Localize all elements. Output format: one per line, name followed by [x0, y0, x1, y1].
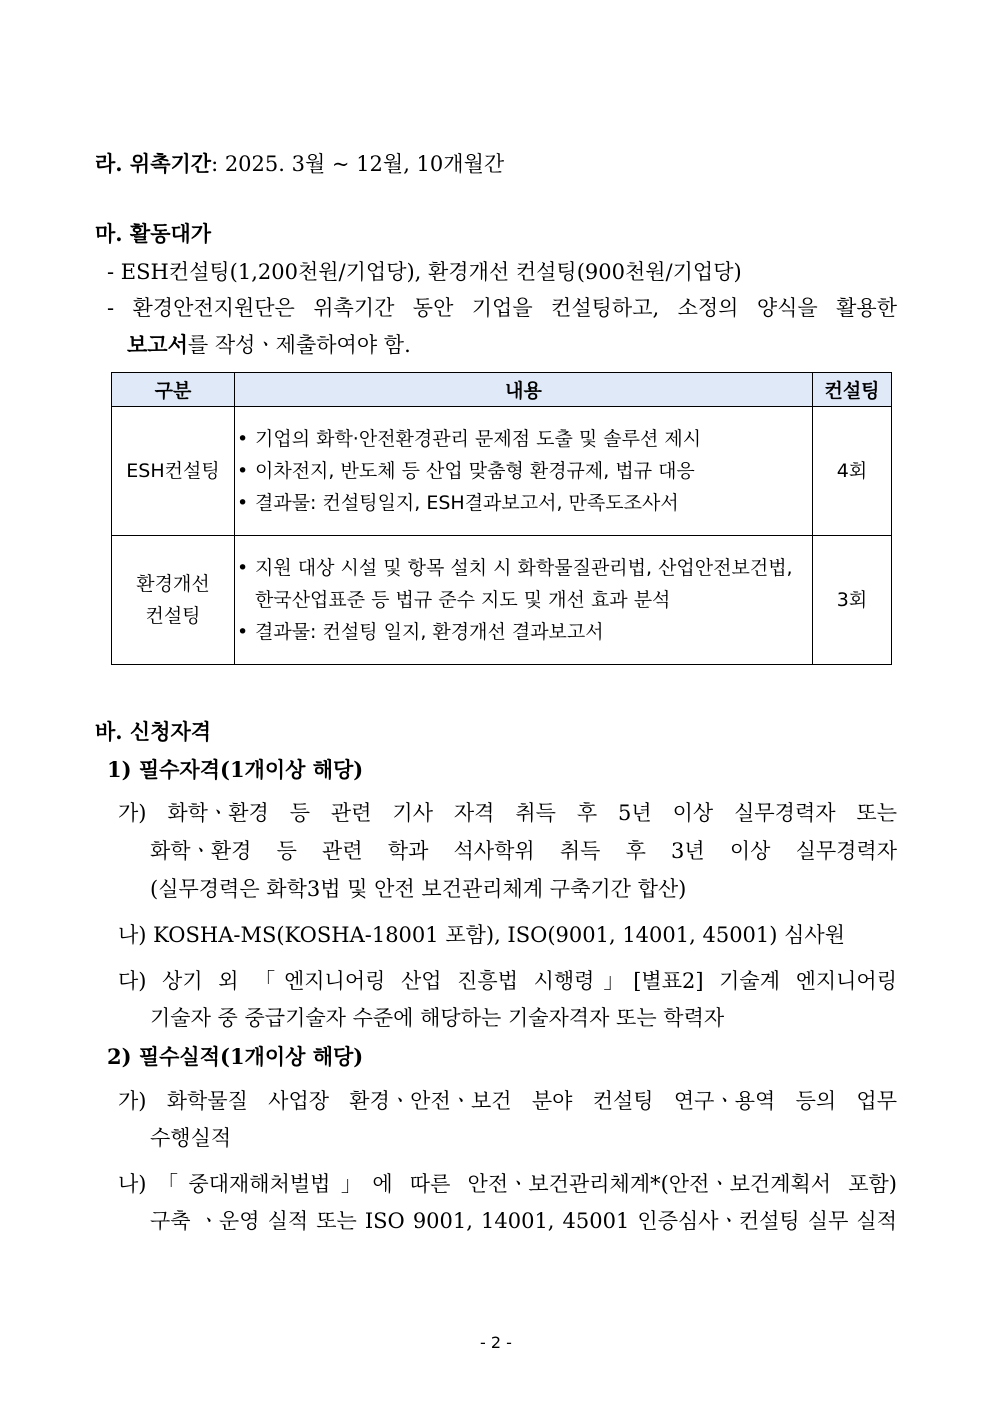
- na-line: 나) KOSHA-MS(KOSHA-18001 포함), ISO(9001, 14001, 45001) 심사원: [118, 923, 846, 947]
- table-header-row: [112, 373, 892, 407]
- row-category: [112, 536, 235, 665]
- section-ra: [95, 148, 504, 178]
- ga2-line2: 수행실적: [150, 1126, 232, 1150]
- ga-line3: (실무경력은 화학3법 및 안전 보건관리체계 구축기간 합산): [150, 877, 687, 901]
- section-ma-line2: - 환경안전지원단은 위촉기간 동안 기업을 컨설팅하고, 소정의 양식을 활용한: [107, 296, 897, 320]
- ga2-line1: 가) 화학물질 사업장 환경ㆍ안전ㆍ보건 분야 컨설팅 연구ㆍ용역 등의 업무: [118, 1089, 897, 1113]
- sub2-title: 2) 필수실적(1개이상 해당): [107, 1044, 364, 1069]
- table-row: [112, 536, 892, 665]
- header-content: 내용: [235, 373, 813, 407]
- da-line2: 기술자 중 중급기술자 수준에 해당하는 기술자격자 또는 학력자: [150, 1006, 725, 1030]
- sub1-title: 1) 필수자격(1개이상 해당): [107, 757, 364, 782]
- header-category: 구분: [112, 373, 235, 407]
- content-item-line: • 지원 대상 시설 및 항목 설치 시 화학물질관리법, 산업안전보건법,: [255, 557, 793, 579]
- row-count: 4회: [813, 407, 892, 536]
- report-bold: 보고서: [127, 332, 188, 357]
- content-item: • 결과물: 컨설팅일지, ESH결과보고서, 만족도조사서: [235, 487, 812, 519]
- table-row: [112, 407, 892, 536]
- content-item: • 기업의 화학·안전환경관리 문제점 도출 및 솔루션 제시: [235, 423, 812, 455]
- section-ma-line1: - ESH컨설팅(1,200천원/기업당), 환경개선 컨설팅(900천원/기업당): [107, 260, 742, 284]
- category-line: 환경개선: [136, 573, 210, 595]
- section-ma-line3: [127, 329, 411, 359]
- na2-line1: 나)「중대재해처벌법」에 따른 안전ㆍ보건관리체계*(안전ㆍ보건계획서 포함): [118, 1172, 897, 1196]
- row-count: 3회: [813, 536, 892, 665]
- section-ba-heading: 바. 신청자격: [95, 719, 212, 744]
- ga-line1: 가) 화학ㆍ환경 등 관련 기사 자격 취득 후 5년 이상 실무경력자 또는: [118, 801, 897, 825]
- section-ma-heading: 마. 활동대가: [95, 221, 212, 246]
- row-content: [235, 536, 813, 665]
- consulting-table: [111, 372, 892, 665]
- section-ra-text: : 2025. 3월 ~ 12월, 10개월간: [211, 152, 505, 176]
- row-category: ESH컨설팅: [112, 407, 235, 536]
- report-rest: 를 작성ㆍ제출하여야 함.: [187, 333, 411, 357]
- header-count: 컨설팅: [813, 373, 892, 407]
- na2-line2: 구축 ㆍ운영 실적 또는 ISO 9001, 14001, 45001 인증심사ㆍ컨설팅 실무 실적: [150, 1209, 897, 1233]
- ga-line2: 화학ㆍ환경 등 관련 학과 석사학위 취득 후 3년 이상 실무경력자: [150, 839, 897, 863]
- section-ra-heading: 라. 위촉기간: [95, 151, 212, 176]
- category-line: 컨설팅: [145, 605, 201, 627]
- content-item-line: 한국산업표준 등 법규 준수 지도 및 개선 효과 분석: [255, 589, 671, 611]
- da-line1: 다) 상기 외 「엔지니어링 산업 진흥법 시행령」[별표2] 기술계 엔지니어링: [118, 969, 897, 993]
- page-number: - 2 -: [480, 1333, 512, 1352]
- content-item: [235, 552, 812, 616]
- content-item: • 이차전지, 반도체 등 산업 맞춤형 환경규제, 법규 대응: [235, 455, 812, 487]
- content-item: • 결과물: 컨설팅 일지, 환경개선 결과보고서: [235, 616, 812, 648]
- row-content: [235, 407, 813, 536]
